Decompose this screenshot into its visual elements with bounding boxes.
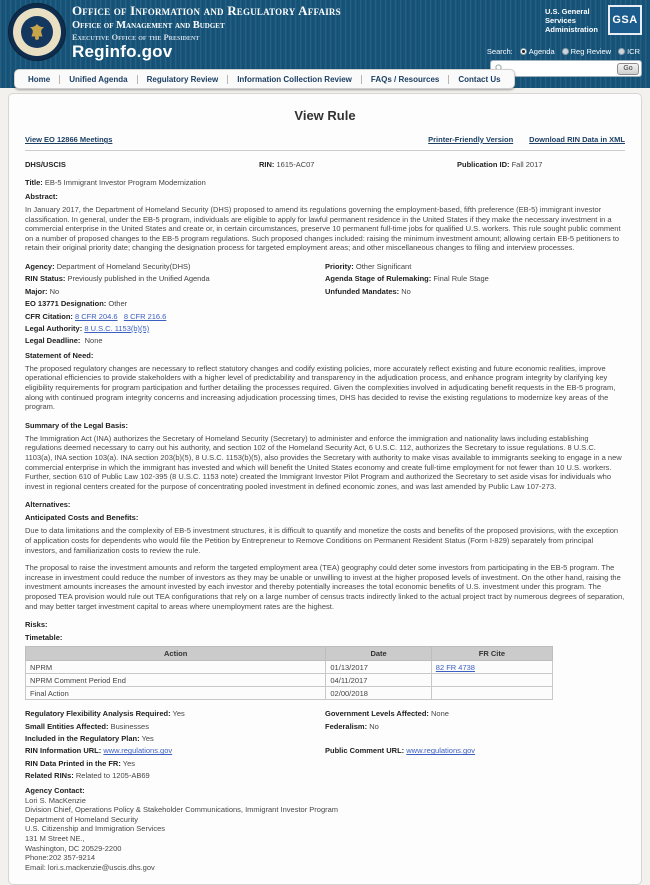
contact-title: Division Chief, Operations Policy & Stakeholder Communications, Immigrant Investor Program: [25, 805, 339, 815]
spacer-row: [325, 733, 625, 745]
rule-title-line: Title: EB-5 Immigrant Investor Program Modernization: [25, 178, 206, 187]
contact-email: Email: lori.s.mackenzie@uscis.dhs.gov: [25, 862, 155, 872]
publication-id-field: Publication ID: Fall 2017: [457, 160, 543, 169]
go-button[interactable]: Go: [617, 63, 639, 75]
radio-reg-review-icon[interactable]: [562, 48, 569, 55]
cfr-link-1[interactable]: 8 CFR 204.6: [75, 311, 118, 321]
radio-agenda-label: Agenda: [528, 47, 555, 56]
public-comment-url-link[interactable]: www.regulations.gov: [406, 746, 476, 756]
costs-benefits-p2: The proposal to raise the investment amounts and reform the targeted employment area (TEA) geography could deter some investors from participating in the EB-5 program. The increase in investment could reduce the number of investors as they may be unable or unwilling to invest at the higher proposed levels of investment. On the other hand, raising the investment amounts increases the amount invested by each investor and thereby potentially increases the total economic benefits of U.S. investment under this program. The proposed TEA provision would rule out TEA configurations that rely on a large number of census tracts indirectly linked to the actual project tract by numerous degrees of separation, and may better target investment capital to areas where unemployment rates are the highest.: [25, 563, 625, 611]
legal-authority-field: Legal Authority: 8 U.S.C. 1153(b)(5): [25, 324, 150, 333]
cell-date: 02/00/2018: [326, 687, 431, 700]
fr-cite-link[interactable]: 82 FR 4738: [435, 662, 475, 672]
cell-date: 01/13/2017: [326, 661, 431, 674]
costs-benefits-label: Anticipated Costs and Benefits:: [25, 513, 139, 523]
col-header-date: Date: [326, 647, 431, 661]
agency-code: DHS/USCIS: [25, 160, 66, 169]
rin-field: RIN: 1615-AC07: [259, 160, 315, 169]
contact-agency: U.S. Citizenship and Immigration Services: [25, 824, 166, 834]
field-column-right: [325, 261, 625, 348]
included-plan-field: Included in the Regulatory Plan: Yes: [25, 733, 154, 743]
nav-regulatory-review[interactable]: Regulatory Review: [138, 75, 229, 84]
search-scope-radios: [487, 47, 640, 56]
table-row: [26, 687, 553, 700]
rin-status-field: RIN Status: Previously published in the Unified Agenda: [25, 274, 210, 284]
main-nav: [14, 69, 515, 89]
field-columns: [25, 261, 625, 348]
cell-fr-cite: [431, 674, 552, 687]
content-panel: [8, 93, 642, 885]
cfr-citation-field: CFR Citation: 8 CFR 204.6 8 CFR 216.6: [25, 311, 167, 321]
printer-friendly-link[interactable]: Printer-Friendly Version: [428, 135, 514, 144]
federalism-field: Federalism: No: [325, 721, 379, 731]
download-xml-link[interactable]: Download RIN Data in XML: [529, 135, 625, 144]
legal-deadline-field: Legal Deadline: None: [25, 336, 103, 346]
bottom-field-columns: [25, 708, 625, 782]
cell-action: Final Action: [26, 687, 326, 700]
org-line3: Executive Office of the President: [72, 32, 200, 42]
cell-action: NPRM: [26, 661, 326, 674]
small-entities-field: Small Entities Affected: Businesses: [25, 721, 149, 731]
major-field: Major: No: [25, 286, 60, 296]
org-line2: Office of Management and Budget: [72, 20, 225, 31]
contact-name: Lori S. MacKenzie: [25, 795, 86, 805]
gsa-block: [545, 5, 642, 35]
search-label: Search:: [486, 47, 513, 56]
cell-date: 04/11/2017: [326, 674, 431, 687]
nav-faqs-resources[interactable]: FAQs / Resources: [362, 75, 449, 84]
related-rins-field: Related RINs: Related to 1205-AB69: [25, 771, 150, 781]
page-title: View Rule: [294, 108, 356, 123]
nav-contact-us[interactable]: Contact Us: [458, 74, 501, 84]
org-line1: Office of Information and Regulatory Affairs: [72, 3, 341, 18]
contact-department: Department of Homeland Security: [25, 814, 138, 824]
agenda-stage-field: Agenda Stage of Rulemaking: Final Rule Stage: [325, 274, 489, 284]
bottom-column-left: [25, 708, 325, 782]
gsa-text: U.S. General Services Administration: [545, 6, 598, 34]
public-comment-url-field: Public Comment URL: www.regulations.gov: [325, 746, 476, 756]
rin-data-printed-field: RIN Data Printed in the FR: Yes: [25, 758, 136, 768]
cell-fr-cite: [431, 661, 552, 674]
radio-icr-label: ICR: [627, 47, 640, 56]
site-logo-text[interactable]: Reginfo.gov: [72, 42, 173, 61]
legal-basis-text: The Immigration Act (INA) authorizes the Secretary of Homeland Security (Secretary) to administer and enforce the immigration and nationality laws including establishing regulations deemed necessary to carry out his authority, and section 102 of the Homeland Security Act, 6 U.S.C. 112, authorizes the Secretary to issue regulations. 8 U.S.C. 1103(a), INA section 103(a). INA section 203(b)(5), 8 U.S.C. 1153(b)(5), also provides the Secretary with authority to make visas available to immigrants seeking to engage in a new commercial enterprise in which the immigrant has invested and which will benefit the United States economy and create full-time employment for not fewer than 10 U.S. workers. Further, section 610 of Public Law 102-395 (8 U.S.C. 1153 note) created the Immigrant Investor Pilot Program and authorized the Secretary to set aside visas for individuals who invest in regional centers created for the purpose of concentrating pooled investment in defined economic zones, and was last amended by Public Law 107-273.: [25, 433, 622, 491]
view-eo-meetings-link[interactable]: View EO 12866 Meetings: [25, 135, 113, 144]
legal-basis-label: Summary of the Legal Basis:: [25, 420, 128, 430]
agency-contact-label: Agency Contact:: [25, 785, 85, 795]
rfa-required-field: Regulatory Flexibility Analysis Required: Yes: [25, 709, 185, 719]
eop-seal: [8, 3, 66, 61]
divider: [25, 150, 625, 151]
risks-label: Risks:: [25, 620, 48, 630]
cell-fr-cite: [431, 687, 552, 700]
rin-info-url-link[interactable]: www.regulations.gov: [103, 746, 173, 756]
radio-agenda-icon[interactable]: [520, 48, 527, 55]
timetable-header-row: [26, 647, 553, 661]
nav-information-collection-review[interactable]: Information Collection Review: [228, 75, 362, 84]
gov-levels-field: Government Levels Affected: None: [325, 709, 449, 719]
cfr-link-2[interactable]: 8 CFR 216.6: [123, 311, 167, 321]
table-row: [26, 674, 553, 687]
org-titles: [72, 3, 341, 42]
radio-reg-review-label: Reg Review: [570, 47, 612, 56]
statement-of-need-text: The proposed regulatory changes are necessary to reflect statutory changes and codify existing policies, more accurately reflect existing and future economic realities, improve operational efficiencies to provide stakeholders with a higher level of predictability and transparency in the adjudication process, and enhance program integrity by clarifying key eligibility requirements for program participation and further detailing the processes required. Given the complexities involved in adjudicating benefit requests in the EB-5 program, along with continued program integrity concerns and increasing adjudication processing times, DHS has decided to revise the existing regulations to modernize key areas of the program.: [25, 363, 616, 412]
legal-authority-link[interactable]: 8 U.S.C. 1153(b)(5): [84, 324, 150, 333]
bottom-column-right: [325, 708, 625, 782]
radio-icr[interactable]: [618, 47, 640, 56]
eagle-icon: [26, 22, 48, 42]
contact-city: Washington, DC 20529-2200: [25, 843, 122, 853]
cell-action: NPRM Comment Period End: [26, 674, 326, 687]
search-input[interactable]: [507, 63, 617, 75]
statement-of-need-label: Statement of Need:: [25, 350, 94, 360]
unfunded-mandates-field: Unfunded Mandates: No: [325, 286, 411, 296]
abstract-label: Abstract:: [25, 192, 58, 201]
priority-field: Priority: Other Significant: [325, 261, 412, 271]
rule-meta-row: [25, 160, 625, 169]
rin-info-url-field: RIN Information URL: www.regulations.gov: [25, 746, 173, 756]
radio-icr-icon[interactable]: [618, 48, 625, 55]
radio-agenda[interactable]: [520, 47, 555, 56]
timetable-table: [25, 646, 553, 700]
eo13771-field: EO 13771 Designation: Other: [25, 299, 128, 309]
col-header-action: Action: [26, 647, 326, 661]
alternatives-label: Alternatives:: [25, 500, 71, 510]
eop-seal-core: [21, 16, 53, 48]
field-column-left: [25, 261, 325, 348]
agency-field: Agency: Department of Homeland Security(DHS): [25, 261, 191, 271]
abstract-text: In January 2017, the Department of Homeland Security (DHS) proposed to amend its regulations governing the employment-based, fifth preference (EB-5) immigrant investor classification. In general, under the EB-5 program, individuals are eligible to apply for lawful permanent residence in the United States if they make the necessary investment in a commercial enterprise in the United States and create or, in certain circumstances, preserve 10 permanent full-time jobs for qualified U.S. workers. This rule sought public comment on a number of proposed changes to the EB-5 program regulations. Such proposed changes included: raising the minimum investment amount; allowing certain EB-5 petitioners to retain their original priority date; changing the designation process for targeted employment areas; and other miscellaneous changes to filing and interview processes.: [25, 205, 621, 253]
nav-home[interactable]: Home: [19, 75, 60, 84]
contact-phone: Phone:202 357-9214: [25, 853, 96, 863]
costs-benefits-p1: Due to data limitations and the complexity of EB-5 investment structures, it is difficult to quantify and monetize the costs and benefits of the proposed provisions, with the exception of application costs for dependents who would file the Petition by Entrepreneur to Remove Conditions on Permanent Resident Status (Form I-829) separately from principal investors, and familiarization costs to review the rule.: [25, 526, 619, 555]
action-links-row: [25, 135, 625, 144]
site-header: [0, 0, 650, 88]
gsa-logo: GSA: [608, 5, 642, 35]
table-row: [26, 661, 553, 674]
col-header-fr-cite: FR Cite: [431, 647, 552, 661]
radio-reg-review[interactable]: [562, 47, 611, 56]
contact-street: 131 M Street NE.,: [25, 833, 85, 843]
timetable-label: Timetable:: [25, 633, 63, 643]
nav-unified-agenda[interactable]: Unified Agenda: [60, 75, 137, 84]
